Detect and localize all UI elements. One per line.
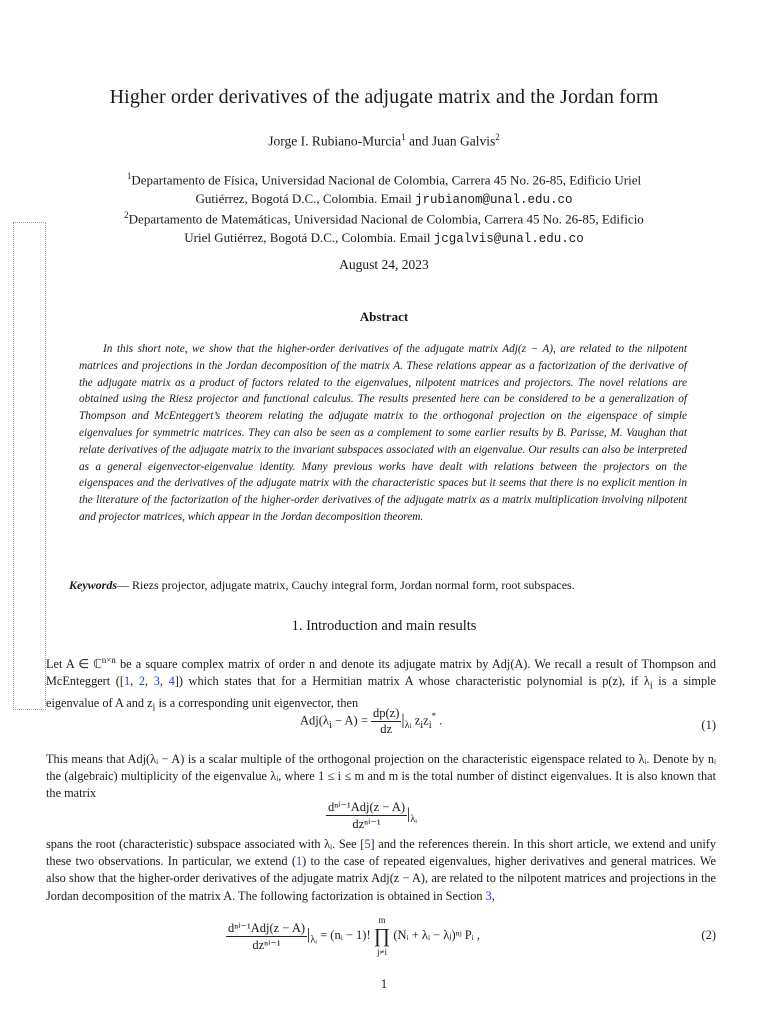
paragraph-intro: Let A ∈ ℂ$^{n\times n}$ be a square complex matrix of order n and denote its adjugate matrix by Adj(A). We recall a result of Thompson and McEnteggert ([1, 2, 3, 4]) which states that for a Hermitian matrix A whose characteristic polynomial is p(z), if $\lambda_i$ is a simple eigenvalue of A and $z_i$ is a corresponding unit eigenvector, then [46, 655, 716, 714]
email-link[interactable]: jcgalvis@unal.edu.co [433, 232, 584, 247]
date: August 24, 2023 [339, 257, 429, 272]
equation-2: $\frac{\text{dⁿⁱ⁻¹Adj(z − A)}}{\text{dzⁿⁱ⁻¹}}$ $|_{\lambda ᵢ}$ = (nᵢ − 1)! m ∏ j≠i (Nᵢ + λᵢ − λⱼ)ⁿʲ Pᵢ , [228, 915, 480, 957]
email-link[interactable]: jrubianom@unal.edu.co [414, 193, 573, 208]
paragraph-meaning: This means that Adj(λᵢ − A) is a scalar multiple of the orthogonal projection on the characteristic eigenspace related to λᵢ. Denote by nᵢ the (algebraic) multiplicity of the eigenvalue λᵢ, where 1 ≤ i ≤ m and m is the total number of distinct eigenvalues. It is also known that the matrix [46, 752, 716, 801]
section-heading: 1. Introduction and main results [291, 618, 477, 634]
author-1-sup: 1 [401, 132, 406, 142]
page-number: 1 [380, 976, 388, 991]
citation-link[interactable]: 2 [138, 674, 146, 689]
author-2: and Juan Galvis [409, 133, 496, 149]
author-2-sup: 2 [495, 132, 500, 142]
section-link[interactable]: 3 [485, 888, 492, 903]
affiliation-1: $^1$Departamento de Física, Universidad Nacional de Colombia, Carrera 45 No. 26-85, Edificio Uriel Gutiérrez, Bogotá D.C., Colombia. Email jrubianom@unal.edu.co [126, 171, 642, 208]
citation-link[interactable]: 1 [124, 674, 131, 689]
affiliation-2: $^2$Departamento de Matemáticas, Universidad Nacional de Colombia, Carrera 45 No. 26-85, Edificio Uriel Gutiérrez, Bogotá D.C., Colombia. Email jcgalvis@unal.edu.co [124, 210, 644, 247]
equation-number: (1) [701, 718, 716, 732]
equation-1: $Adj(\lambda_i - A)$ = $\frac{dp(z)}{dz}$ $|_{\lambda i}$ $z_iz_i^*$ . [300, 706, 443, 736]
selection-overlay [13, 222, 46, 710]
abstract-heading: Abstract [359, 309, 409, 324]
authors [0, 132, 768, 150]
equation-link[interactable]: 1 [295, 854, 303, 869]
paper-title: Higher order derivatives of the adjugate matrix and the Jordan form [109, 86, 659, 108]
keywords-label: Keywords [69, 578, 117, 592]
abstract-text: In this short note, we show that the higher-order derivatives of the adjugate matrix Adj(z − A), are related to the nilpotent matrices and projections in the Jordan decomposition of the matrix A. These relations appear as a factorization of the derivative of the adjugate matrix as a product of factors related to the eigenvalues, nilpotent matrices and projectors. The novel relations are obtained using the Riesz projector and functional calculus. The results presented here can be considered to be a generalization of Thompson and McEnteggert’s theorem relating the adjugate matrix to the orthogonal projection on the eigenspace of simple eigenvalues for symmetric matrices. They can also be seen as a complement to some earlier results by B. Parisse, M. Vaughan that relate derivatives of the adjugate matrix to the invariant subspaces associated with an eigenvalue. Our results can also be interpreted as a general eigenvector-eigenvalue identity. Many previous works have dealt with relations between the projectors on the eigenspaces and the derivatives of the adjugate matrix with the characteristic spaces but it seems that there is no explicit mention in the literature of the factorization of the higher-order derivatives of the adjugate matrix as a matrix multiplication involving nilpotent and projector matrices, which appear in the Jordan decomposition theorem. [79, 343, 687, 523]
keywords-text: — Riezs projector, adjugate matrix, Cauchy integral form, Jordan normal form, root subspaces. [117, 578, 575, 592]
paragraph-extend: spans the root (characteristic) subspace associated with λᵢ. See [5] and the references therein. In this short article, we extend and unify these two observations. In particular, we extend (1) to the case of repeated eigenvalues, higher derivatives and general matrices. We also show that the higher-order derivatives of the adjugate matrix Adj(z − A), are related to the nilpotent matrices and projections in the Jordan decomposition of the matrix A. The following factorization is obtained in Section 3, [46, 837, 717, 903]
equation-number: (2) [701, 928, 716, 942]
author-1: Jorge I. Rubiano-Murcia [268, 133, 402, 149]
citation-link[interactable]: 5 [364, 837, 371, 851]
equation-derivative: $\frac{\text{dⁿⁱ⁻¹Adj(z − A)}}{\text{dzⁿⁱ⁻¹}}$ $|_{\lambda ᵢ}$ [328, 800, 417, 831]
citation-link[interactable]: 3 [153, 674, 160, 689]
citation-link[interactable]: 4 [168, 674, 175, 689]
keywords [69, 578, 699, 593]
